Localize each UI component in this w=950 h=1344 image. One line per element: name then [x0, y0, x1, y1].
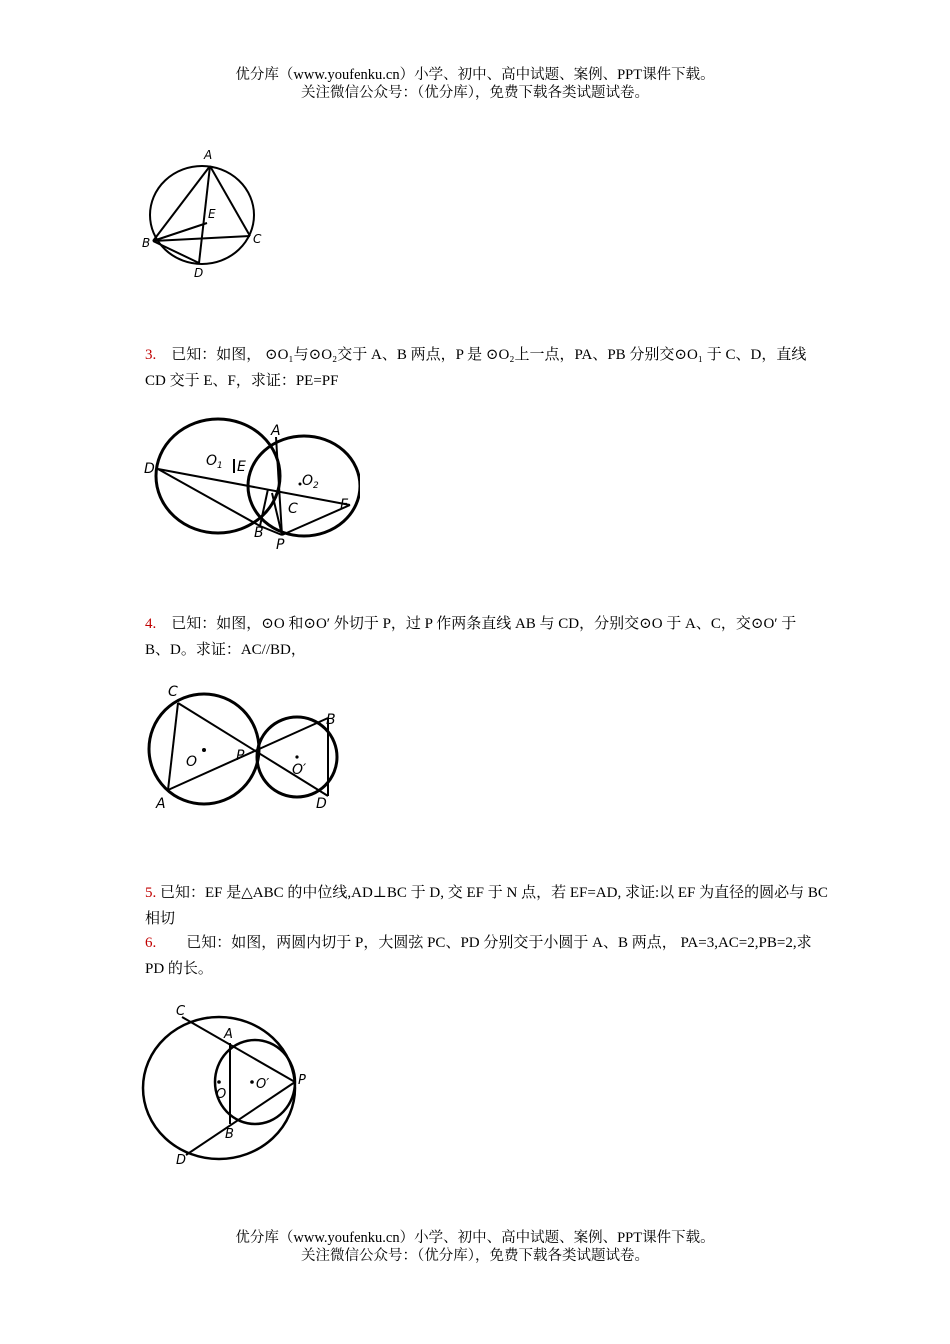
- problem-6-text-line-2: PD 的长。: [145, 961, 213, 977]
- label-p: P: [298, 1073, 306, 1088]
- figure-tangent-circles: [140, 680, 350, 815]
- label-d: D: [176, 1153, 187, 1168]
- label-e: E: [237, 459, 246, 475]
- label-b: B: [225, 1127, 234, 1142]
- label-a: A: [156, 796, 166, 812]
- label-c: C: [168, 684, 178, 700]
- problem-4-text-line-1: 已知：如图，⊙O 和⊙O′ 外切于 P，过 P 作两条直线 AB 与 CD，分别交⊙O 于 A、C，交⊙O′ 于: [171, 616, 797, 632]
- label-b: B: [142, 236, 151, 250]
- center-o-dot: [202, 748, 206, 752]
- header-line-1: 优分库（www.youfenku.cn）小学、初中、高中试题、案例、PPT课件下载。: [235, 67, 715, 83]
- problem-3-number: 3.: [145, 347, 157, 363]
- center-o-prime-dot: [250, 1080, 254, 1084]
- problem-3: [145, 342, 909, 394]
- label-p: P: [236, 748, 245, 764]
- label-d: D: [316, 796, 327, 812]
- problem-6: [145, 930, 909, 982]
- label-a: A: [271, 423, 281, 439]
- problem-5-text-line-2: 相切: [145, 911, 176, 927]
- circle-small: [215, 1040, 295, 1124]
- problem-5-text-line-1: 已知：EF 是△ABC 的中位线,AD⊥BC 于 D, 交 EF 于 N 点，若 EF=AD, 求证:以 EF 为直径的圆必与 BC: [156, 885, 828, 901]
- label-c: C: [288, 501, 298, 517]
- label-o: O: [186, 754, 198, 770]
- label-e: E: [208, 207, 216, 221]
- figure-intersecting-circles: [140, 415, 360, 555]
- center-o-dot: [217, 1080, 221, 1084]
- page-header: [0, 66, 950, 102]
- page-footer: [0, 1229, 950, 1265]
- footer-line-2: 关注微信公众号：（优分库），免费下载各类试题试卷。: [301, 1248, 649, 1264]
- problem-6-number: 6.: [145, 935, 157, 951]
- header-line-2: 关注微信公众号：（优分库），免费下载各类试题试卷。: [301, 85, 649, 101]
- label-o-prime: O′: [292, 762, 307, 778]
- footer-line-1: 优分库（www.youfenku.cn）小学、初中、高中试题、案例、PPT课件下载。: [235, 1230, 715, 1246]
- chord-pd: [186, 1082, 295, 1155]
- label-d: D: [144, 461, 155, 477]
- label-a: A: [204, 148, 213, 162]
- problem-5: [145, 880, 909, 932]
- label-d: D: [194, 266, 204, 280]
- problem-5-number: 5.: [145, 885, 157, 901]
- label-c: C: [253, 232, 262, 246]
- problem-3-text-line-1: 已知：如图， ⊙O₁与⊙O₂交于 A、B 两点，P 是 ⊙O₂上一点，PA、PB 分别交⊙O₁ 于 C、D，直线: [171, 347, 807, 363]
- problem-4: [145, 611, 909, 663]
- problem-4-text-line-2: B、D。求证：AC//BD，: [145, 642, 306, 658]
- segment-ca: [168, 703, 178, 790]
- label-o: O: [216, 1087, 227, 1102]
- label-b: B: [326, 712, 336, 728]
- segment-bd: [153, 241, 199, 263]
- center-o-prime-dot: [295, 755, 298, 758]
- label-f: F: [340, 497, 349, 513]
- label-o2: $O_2$: [302, 473, 319, 491]
- problem-6-text-line-1: 已知：如图，两圆内切于 P，大圆弦 PC、PD 分别交于小圆于 A、B 两点， PA=3,AC=2,PB=2,求: [186, 935, 812, 951]
- line-df: [158, 469, 350, 505]
- problem-4-number: 4.: [145, 616, 157, 632]
- label-c: C: [176, 1004, 186, 1019]
- label-o-prime: O′: [256, 1077, 270, 1092]
- segment-ac: [210, 166, 250, 236]
- label-o1: $O_1$: [206, 453, 223, 471]
- problem-3-text-line-2: CD 交于 E、F，求证：PE=PF: [145, 373, 339, 389]
- figure-internally-tangent-circles: [140, 1000, 320, 1175]
- chord-pc: [182, 1017, 295, 1082]
- figure-circle-triangle: [140, 145, 280, 285]
- label-b: B: [254, 525, 264, 541]
- segment-ab: [153, 166, 210, 241]
- label-a: A: [224, 1027, 233, 1042]
- label-p: P: [276, 537, 285, 553]
